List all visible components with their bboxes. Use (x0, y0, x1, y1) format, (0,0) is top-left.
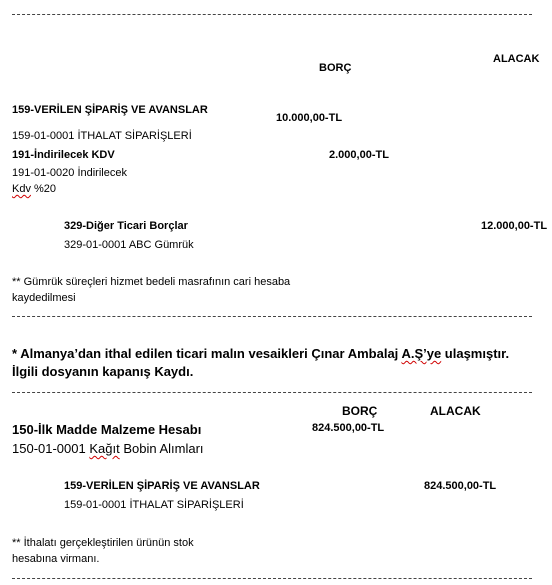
separator-bottom (12, 578, 532, 579)
note-2-line2: hesabına virmanı. (12, 553, 100, 565)
debit-subaccount-191-rate: %20 (30, 183, 57, 195)
debit-subaccount-150-rest: Bobin Alımları (119, 441, 204, 456)
note-1-line1: ** Gümrük süreçleri hizmet bedeli masrafının cari hesaba (12, 276, 291, 288)
note-2-line1: ** İthalatı gerçekleştirilen ürünün stok (12, 537, 194, 549)
section-heading-company: A.Ş’ye (401, 346, 442, 361)
debit-subaccount-191-line2 (12, 183, 56, 195)
separator-entry2 (12, 392, 532, 393)
section-heading-part1: * Almanya’dan ithal edilen ticari malın vesaikleri Çınar Ambalaj (12, 346, 402, 361)
credit-subaccount-329: 329-01-0001 ABC Gümrük (64, 239, 194, 251)
section-heading-line1 (12, 346, 509, 361)
credit-account-329: 329-Diğer Ticari Borçlar (64, 220, 188, 232)
debit-amount-159: 10.000,00-TL (276, 112, 343, 124)
separator-middle (12, 316, 532, 317)
debit-account-150: 150-İlk Madde Malzeme Hesabı (12, 422, 202, 437)
column-header-alacak-2: ALACAK (430, 404, 481, 418)
credit-subaccount-159: 159-01-0001 İTHALAT SİPARİŞLERİ (64, 499, 244, 511)
debit-subaccount-150 (12, 441, 204, 456)
debit-account-191: 191-İndirilecek KDV (12, 149, 115, 161)
section-heading-part3: ulaşmıştır. (441, 346, 510, 361)
section-heading-line2: İlgili dosyanın kapanış Kaydı. (12, 364, 194, 379)
credit-amount-159: 824.500,00-TL (424, 480, 497, 492)
credit-account-159: 159-VERİLEN ŞİPARİŞ VE AVANSLAR (64, 480, 260, 492)
debit-subaccount-150-code: 150-01-0001 (12, 441, 90, 456)
debit-amount-150: 824.500,00-TL (312, 422, 385, 434)
spellcheck-word: Kdv (12, 183, 31, 195)
debit-account-159: 159-VERİLEN ŞİPARİŞ VE AVANSLAR (12, 104, 208, 116)
debit-subaccount-191-line1: 191-01-0020 İndirilecek (12, 167, 127, 179)
debit-amount-191: 2.000,00-TL (329, 149, 389, 161)
column-header-borc-2: BORÇ (342, 404, 378, 418)
debit-subaccount-150-word: Kağıt (89, 441, 120, 456)
note-1-line2: kaydedilmesi (12, 292, 76, 304)
credit-amount-329: 12.000,00-TL (481, 220, 548, 232)
column-header-borc: BORÇ (319, 62, 352, 74)
separator-top (12, 14, 532, 15)
column-header-alacak: ALACAK (493, 53, 540, 65)
debit-subaccount-159: 159-01-0001 İTHALAT SİPARİŞLERİ (12, 130, 192, 142)
